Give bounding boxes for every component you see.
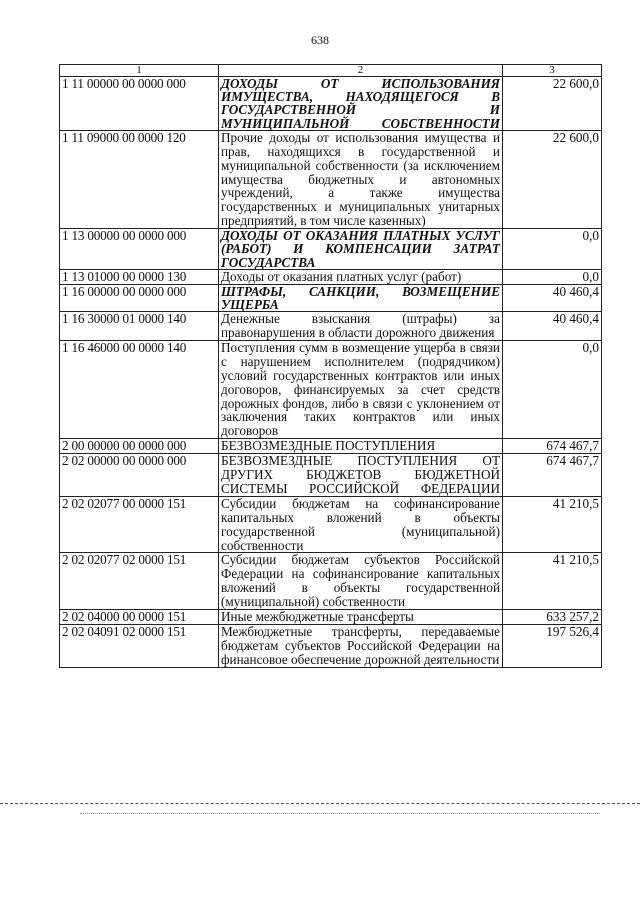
row-amount: 0,0 xyxy=(503,340,602,438)
row-name: Межбюджетные трансферты, передаваемые бюджетам субъектов Российской Федерации на финансовое обеспечение дорожной деятельности xyxy=(219,625,503,668)
row-amount: 41 210,5 xyxy=(503,496,602,553)
row-name: Субсидии бюджетам на софинансирование капитальных вложений в объекты государственной (муниципальной) собственности xyxy=(219,496,503,553)
row-code: 2 02 02077 00 0000 151 xyxy=(60,496,219,553)
row-name: Субсидии бюджетам субъектов Российской Федерации на софинансирование капитальных вложений в объекты государственной (муниципальной) собственности xyxy=(219,553,503,610)
table-row xyxy=(60,284,602,311)
row-name: Прочие доходы от использования имущества и прав, находящихся в государственной и муниципальной собственности (за исключением имущества бюджетных и автономных учреждений, а также имущества государственных и муниципальных унитарных предприятий, в том числе казенных) xyxy=(219,130,503,228)
table-row xyxy=(60,340,602,438)
row-name: ДОХОДЫ ОТ ОКАЗАНИЯ ПЛАТНЫХ УСЛУГ (РАБОТ) И КОМПЕНСАЦИИ ЗАТРАТ ГОСУДАРСТВА xyxy=(219,229,503,270)
table-row xyxy=(60,77,602,131)
column-header-3: 3 xyxy=(503,65,602,77)
row-code: 2 02 04091 02 0000 151 xyxy=(60,625,219,668)
row-amount: 0,0 xyxy=(503,269,602,284)
row-code: 1 16 46000 00 0000 140 xyxy=(60,340,219,438)
row-name: ДОХОДЫ ОТ ИСПОЛЬЗОВАНИЯ ИМУЩЕСТВА, НАХОДЯЩЕГОСЯ В ГОСУДАРСТВЕННОЙ И МУНИЦИПАЛЬНОЙ СОБСТВЕННОСТИ xyxy=(219,77,503,131)
table-row xyxy=(60,610,602,625)
row-amount: 0,0 xyxy=(503,229,602,270)
row-amount: 40 460,4 xyxy=(503,312,602,341)
row-amount: 633 257,2 xyxy=(503,610,602,625)
row-amount: 41 210,5 xyxy=(503,553,602,610)
table-row xyxy=(60,312,602,341)
row-code: 1 16 00000 00 0000 000 xyxy=(60,284,219,311)
table-row xyxy=(60,454,602,497)
row-name: БЕЗВОЗМЕЗДНЫЕ ПОСТУПЛЕНИЯ ОТ ДРУГИХ БЮДЖЕТОВ БЮДЖЕТНОЙ СИСТЕМЫ РОССИЙСКОЙ ФЕДЕРАЦИИ xyxy=(219,454,503,497)
row-code: 1 11 09000 00 0000 120 xyxy=(60,130,219,228)
page-number: 638 xyxy=(311,33,329,47)
row-amount: 22 600,0 xyxy=(503,130,602,228)
row-code: 2 02 04000 00 0000 151 xyxy=(60,610,219,625)
row-name: Иные межбюджетные трансферты xyxy=(219,610,503,625)
row-name: Денежные взыскания (штрафы) за правонарушения в области дорожного движения xyxy=(219,312,503,341)
row-code: 1 13 00000 00 0000 000 xyxy=(60,229,219,270)
row-amount: 22 600,0 xyxy=(503,77,602,131)
row-code: 1 16 30000 01 0000 140 xyxy=(60,312,219,341)
row-code: 1 13 01000 00 0000 130 xyxy=(60,269,219,284)
row-name: ШТРАФЫ, САНКЦИИ, ВОЗМЕЩЕНИЕ УЩЕРБА xyxy=(219,284,503,311)
column-header-1: 1 xyxy=(60,65,219,77)
row-code: 2 02 02077 02 0000 151 xyxy=(60,553,219,610)
row-name: Доходы от оказания платных услуг (работ) xyxy=(219,269,503,284)
row-code: 2 02 00000 00 0000 000 xyxy=(60,454,219,497)
table-row xyxy=(60,269,602,284)
row-code: 2 00 00000 00 0000 000 xyxy=(60,439,219,454)
table-row xyxy=(60,553,602,610)
column-header-2: 2 xyxy=(219,65,503,77)
row-name: БЕЗВОЗМЕЗДНЫЕ ПОСТУПЛЕНИЯ xyxy=(219,439,503,454)
row-code: 1 11 00000 00 0000 000 xyxy=(60,77,219,131)
row-amount: 40 460,4 xyxy=(503,284,602,311)
table-row xyxy=(60,625,602,668)
budget-revenue-table xyxy=(59,64,602,668)
table-row xyxy=(60,439,602,454)
row-name: Поступления сумм в возмещение ущерба в связи с нарушением исполнителем (подрядчиком) условий государственных контрактов или иных договоров, финансируемых за счет средств дорожных фондов, либо в связи с уклонением от заключения таких контрактов или иных договоров xyxy=(219,340,503,438)
bottom-dotted-divider xyxy=(80,813,600,814)
column-number-row xyxy=(60,65,602,77)
row-amount: 197 526,4 xyxy=(503,625,602,668)
table-row xyxy=(60,229,602,270)
row-amount: 674 467,7 xyxy=(503,454,602,497)
table-row xyxy=(60,130,602,228)
row-amount: 674 467,7 xyxy=(503,439,602,454)
table-row xyxy=(60,496,602,553)
bottom-dashed-divider xyxy=(0,803,640,804)
